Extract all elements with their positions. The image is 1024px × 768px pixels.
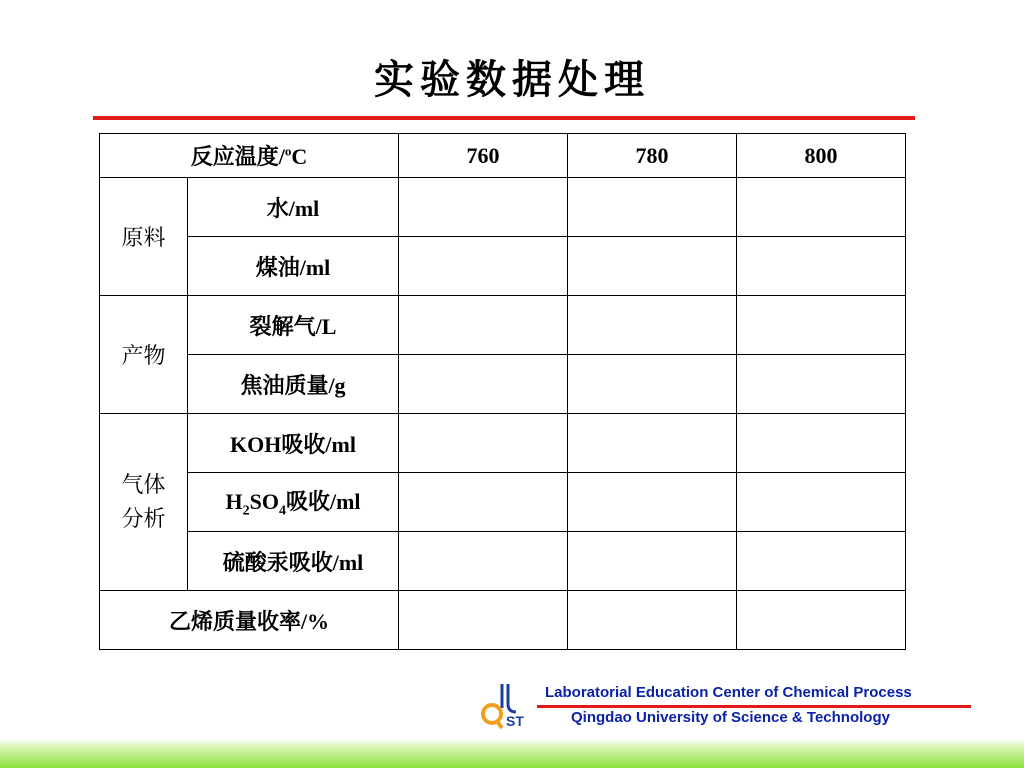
data-cell [399,178,568,237]
group-label-raw-materials: 原料 [100,178,188,296]
group-label-line: 分析 [121,506,166,531]
table-row [100,591,906,650]
table-row [100,532,906,591]
group-label-gas-analysis [100,414,188,591]
data-cell [568,414,737,473]
table-row [100,355,906,414]
header-temp-800: 800 [737,134,906,178]
data-cell [399,296,568,355]
title-divider [93,116,915,120]
group-label-products: 产物 [100,296,188,414]
row-label-cracked-gas: 裂解气/L [188,296,399,355]
data-cell [568,237,737,296]
data-cell [568,296,737,355]
data-cell [568,591,737,650]
qust-logo [478,682,530,732]
row-label-ethylene-yield: 乙烯质量收率/% [100,591,399,650]
row-label-mercury-sulfate-absorption: 硫酸汞吸收/ml [188,532,399,591]
row-label-koh-absorption: KOH吸收/ml [188,414,399,473]
header-temp-760: 760 [399,134,568,178]
experiment-data-table [99,133,906,650]
row-label-water: 水/ml [188,178,399,237]
data-cell [399,473,568,532]
table-header-row [100,134,906,178]
footer-university-line: Qingdao University of Science & Technology [571,709,890,726]
data-cell [399,532,568,591]
row-label-tar-mass: 焦油质量/g [188,355,399,414]
data-cell [737,473,906,532]
data-cell [737,355,906,414]
table-row [100,473,906,532]
data-cell [737,237,906,296]
data-cell [568,473,737,532]
row-label-h2so4-absorption: $H_2SO_4$吸收/ml [188,473,399,532]
data-cell [568,178,737,237]
data-cell [737,591,906,650]
table-row [100,296,906,355]
page-title: 实验数据处理 [374,56,650,103]
data-cell [568,532,737,591]
data-cell [399,237,568,296]
data-cell [737,532,906,591]
data-cell [399,414,568,473]
data-cell [737,178,906,237]
footer-divider [537,705,971,708]
header-temp-780: 780 [568,134,737,178]
data-cell [568,355,737,414]
group-label-line: 气体 [121,472,166,497]
table-row [100,237,906,296]
data-cell [737,414,906,473]
table-row [100,178,906,237]
bottom-green-band [0,739,1024,768]
footer-institution-line: Laboratorial Education Center of Chemical Process [545,684,912,701]
table-row [100,414,906,473]
data-cell [399,355,568,414]
svg-text:ST: ST [506,713,524,729]
header-temperature-label: 反应温度/$^o$C [100,134,399,178]
data-cell [399,591,568,650]
data-cell [737,296,906,355]
row-label-kerosene: 煤油/ml [188,237,399,296]
